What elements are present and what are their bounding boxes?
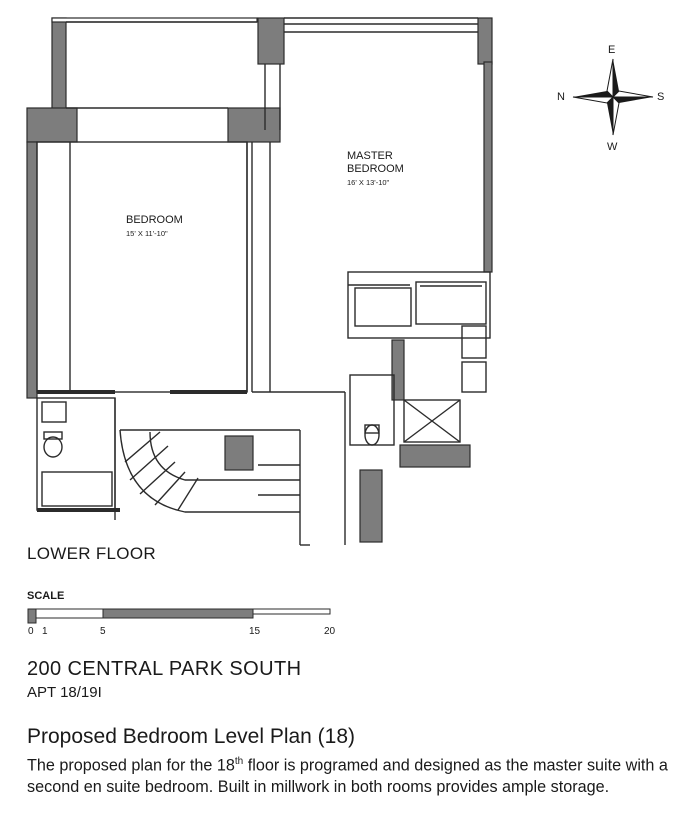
compass-south-label: S (657, 91, 665, 103)
master-bedroom-dimensions: 16' X 13'-10" (347, 178, 390, 187)
bedroom-label (126, 214, 183, 240)
compass-rose-icon (573, 59, 653, 135)
bedroom-dimensions: 15' X 11'-10" (126, 229, 168, 238)
plan-description (27, 751, 677, 798)
apartment-number: APT 18/19I (27, 684, 102, 701)
compass-north-label: N (557, 91, 565, 103)
plan-title: Proposed Bedroom Level Plan (18) (27, 725, 356, 748)
master-bedroom-label (347, 150, 404, 189)
scale-title: SCALE (27, 590, 65, 602)
plan-description-sup: th (234, 756, 244, 767)
scale-bar (28, 609, 330, 623)
scale-tick-1: 1 (42, 626, 48, 637)
scale-tick-5: 5 (100, 626, 106, 637)
bedroom-label-text: BEDROOM (126, 214, 183, 226)
scale-tick-0: 0 (28, 626, 34, 637)
plan-description-part1: The proposed plan for the 18 (27, 756, 235, 775)
plan-description-part2: floor is programed and designed as the master suite with a second en suite bedroom. Built in millwork in both rooms provides ample storage. (27, 756, 668, 796)
exterior-walls (27, 18, 492, 542)
floor-label: LOWER FLOOR (27, 544, 156, 563)
compass-east-label: E (608, 44, 616, 56)
master-bedroom-label-line1: MASTER (347, 150, 393, 162)
scale-tick-20: 20 (324, 626, 336, 637)
building-address: 200 CENTRAL PARK SOUTH (27, 658, 302, 680)
compass-west-label: W (607, 141, 618, 153)
master-bedroom-label-line2: BEDROOM (347, 163, 404, 175)
scale-tick-15: 15 (249, 626, 261, 637)
